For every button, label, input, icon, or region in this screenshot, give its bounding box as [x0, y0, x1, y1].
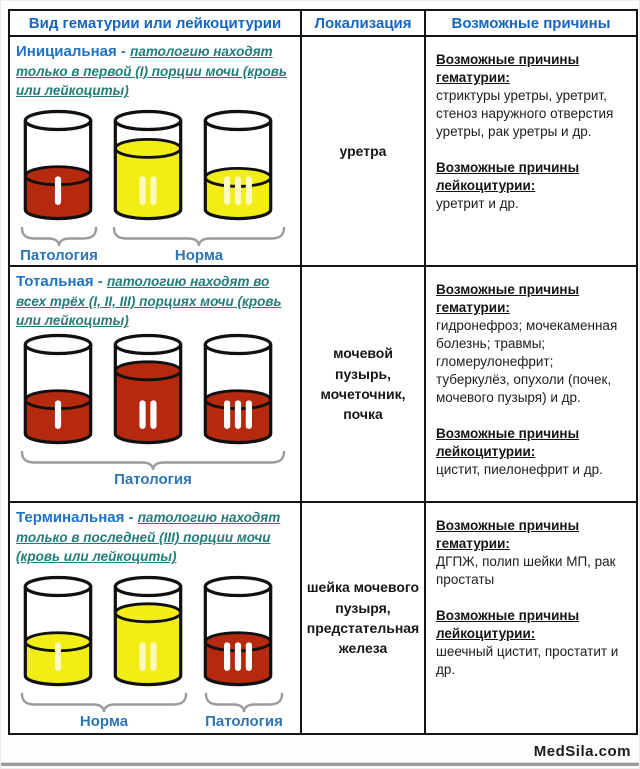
type-description: патологию находят только в первой (I) порции мочи (кровь или лейкоциты) [16, 44, 287, 99]
pathology-label: Патология [205, 713, 283, 730]
header-causes-column: Возможные причины [426, 11, 636, 37]
braces-row [16, 225, 296, 267]
brace-group [112, 225, 286, 264]
localization-text: уретра [339, 142, 387, 159]
localization-text: мочевой пузырь, мочеточник, почка [320, 345, 406, 423]
type-description: патологию находят во всех трёх (I, II, III) порциях мочи (кровь или лейкоциты) [16, 274, 282, 329]
curly-brace-icon [112, 225, 286, 247]
total-type-text [16, 271, 294, 331]
localization-text: шейка мочевого пузыря, предстательная железа [306, 579, 420, 657]
urine-cup-icon [202, 109, 274, 223]
initial-causes-cell [426, 37, 636, 267]
leukocyturia-causes-heading: Возможные причины лейкоцитурии: [436, 425, 580, 459]
leukocyturia-causes-text: уретрит и др. [436, 195, 519, 211]
urine-cup-icon [112, 575, 184, 689]
type-name: Инициальная - [16, 43, 131, 60]
header-localization-column: Локализация [302, 11, 426, 37]
bottom-divider [1, 761, 639, 766]
leukocyturia-causes-heading: Возможные причины лейкоцитурии: [436, 607, 580, 641]
cups-row [16, 109, 302, 223]
pathology-label: Патология [20, 247, 98, 264]
terminal-causes-cell [426, 503, 636, 733]
terminal-localization-cell [302, 503, 426, 733]
norm-label: Норма [174, 247, 224, 264]
cups-row [16, 575, 302, 689]
terminal-type-cell [10, 503, 302, 733]
hematuria-causes-text: гидронефроз; мочекаменная болезнь; травмы; гломерулонефрит; туберкулёз, опухоли (почек, мочевого пузыря) и др. [436, 317, 618, 405]
urine-cup-icon [22, 333, 94, 447]
brace-group [20, 691, 188, 730]
hematuria-causes-heading: Возможные причины гематурии: [436, 518, 580, 551]
total-type-cell [10, 267, 302, 503]
brace-group [20, 225, 98, 264]
norm-label: Норма [79, 713, 129, 730]
type-name: Терминальная - [16, 509, 138, 526]
cups-row [16, 333, 302, 447]
curly-brace-icon [204, 691, 284, 713]
hematuria-causes-heading: Возможные причины гематурии: [436, 282, 580, 315]
leukocyturia-causes-text: шеечный цистит, простатит и др. [436, 643, 619, 677]
brace-group [204, 691, 284, 730]
curly-brace-icon [20, 449, 286, 471]
urine-cup-icon [112, 109, 184, 223]
total-localization-cell [302, 267, 426, 503]
hematuria-causes-text: ДГПЖ, полип шейки МП, рак простаты [436, 553, 616, 587]
terminal-type-text [16, 507, 294, 567]
initial-type-text [16, 41, 294, 101]
header-type-column: Вид гематурии или лейкоцитурии [10, 11, 302, 37]
braces-row [16, 691, 296, 733]
curly-brace-icon [20, 691, 188, 713]
total-causes-cell [426, 267, 636, 503]
urine-cup-icon [112, 333, 184, 447]
hematuria-types-table [8, 9, 638, 735]
leukocyturia-causes-heading: Возможные причины лейкоцитурии: [436, 159, 580, 193]
urine-cup-icon [202, 575, 274, 689]
type-description: патологию находят только в последней (III) порции мочи (кровь или лейкоциты) [16, 510, 281, 565]
initial-type-cell [10, 37, 302, 267]
urine-cup-icon [22, 575, 94, 689]
site-watermark: MedSila.com [533, 743, 631, 760]
urine-cup-icon [22, 109, 94, 223]
leukocyturia-causes-text: цистит, пиелонефрит и др. [436, 461, 603, 477]
urine-cup-icon [202, 333, 274, 447]
type-name: Тотальная - [16, 273, 107, 290]
initial-localization-cell [302, 37, 426, 267]
curly-brace-icon [20, 225, 98, 247]
hematuria-causes-heading: Возможные причины гематурии: [436, 52, 580, 85]
pathology-label: Патология [114, 471, 192, 488]
braces-row [16, 449, 296, 491]
hematuria-causes-text: стриктуры уретры, уретрит, стеноз наружного отверстия уретры, рак уретры и др. [436, 87, 614, 139]
brace-group [20, 449, 286, 488]
